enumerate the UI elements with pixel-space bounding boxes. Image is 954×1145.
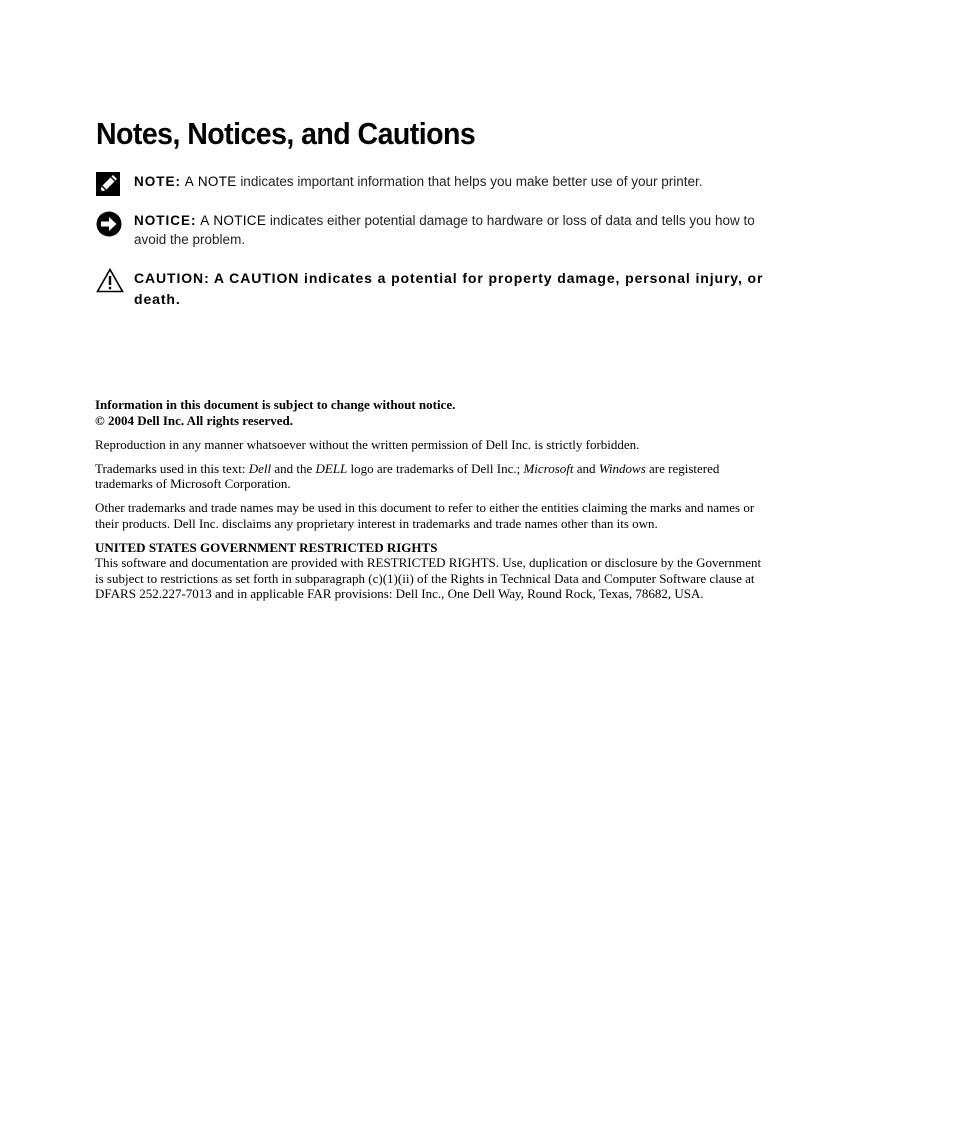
note-label: NOTE: [134,174,181,189]
note-text: indicates important information that helps you make better use of your printer. [240,174,703,189]
notice-label: NOTICE: [134,213,197,228]
notice-prefix: A [200,213,210,228]
restricted-rights-text: This software and documentation are provided with RESTRICTED RIGHTS. Use, duplication or disclosure by the Government is subject to restrictions as set forth in subparagraph (c)(1)(ii) of the Rights in Technical Data and Computer Software clause at DFARS 252.227-7013 and in applicable FAR provisions: Dell Inc., One Dell Way, Round Rock, Texas, 78682, USA. [95,555,762,601]
warning-triangle-icon [96,268,122,294]
page-title: Notes, Notices, and Cautions [96,116,476,151]
caution-text: CAUTION: A CAUTION indicates a potential for property damage, personal injury, or death. [134,270,764,307]
trademarks-text: and [573,460,599,476]
trademarks-text: Trademarks used in this text: [95,460,249,476]
copyright: © 2004 Dell Inc. All rights reserved. [95,412,293,428]
pencil-note-icon [96,172,122,198]
restricted-rights-heading: UNITED STATES GOVERNMENT RESTRICTED RIGHTS [95,539,438,555]
trademarks-notice [95,461,770,492]
note-block [96,172,776,191]
trademark-dell: Dell [248,460,272,476]
notice-term: NOTICE [213,213,267,228]
note-term: NOTE [197,174,237,189]
trademark-microsoft: Microsoft [523,460,574,476]
other-trademarks-notice: Other trademarks and trade names may be used in this document to refer to either the entities claiming the marks and names or their products. Dell Inc. disclaims any proprietary interest in trademarks and trade names other than its own. [95,500,755,531]
legal-notice [95,397,770,610]
trademark-dell-logo: DELL [315,460,348,476]
trademarks-text: logo are trademarks of Dell Inc.; [347,460,524,476]
subject-to-change: Information in this document is subject to change without notice. [95,397,456,412]
caution-block [96,268,776,310]
trademarks-text: and the [271,460,316,476]
notice-text: indicates either potential damage to hardware or loss of data and tells you how to avoid the problem. [134,213,755,247]
reproduction-notice: Reproduction in any manner whatsoever without the written permission of Dell Inc. is strictly forbidden. [95,436,640,452]
trademark-windows: Windows [598,460,646,476]
note-prefix: A [184,174,195,189]
notice-block [96,211,776,249]
trademarks-text: are registered trademarks of Microsoft Corporation. [95,460,720,491]
arrow-circle-icon [96,211,122,237]
